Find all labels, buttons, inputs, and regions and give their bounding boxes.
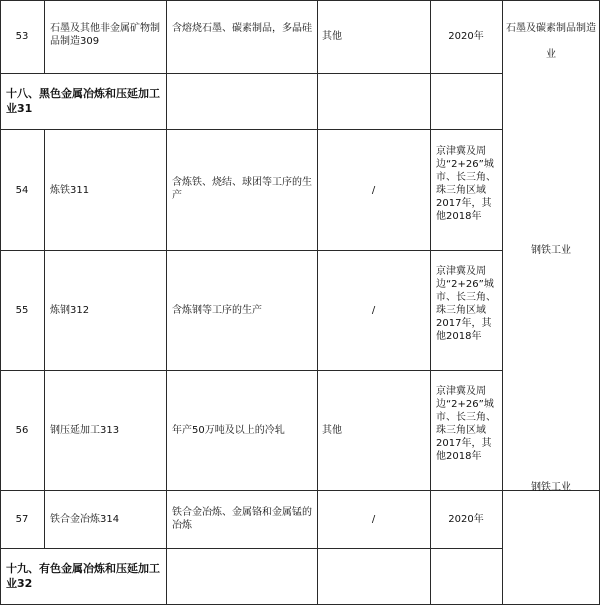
industry-steel-lower: 钢铁工业: [531, 482, 571, 493]
row-57-name: 铁合金冶炼314: [50, 514, 120, 525]
row-border: [0, 370, 502, 371]
row-53-deadline: 2020年: [448, 31, 484, 42]
row-53-scope: 含熔烧石墨、碳素制品，多晶硅: [172, 23, 312, 34]
row-55-standard: /: [371, 305, 376, 316]
row-56-scope: 年产50万吨及以上的冷轧: [172, 425, 285, 436]
industry-graphite: 石墨及碳素制品制造业: [506, 23, 596, 60]
row-border: [0, 548, 502, 549]
row-54-deadline: 京津冀及周边“2+26”城市、长三角、珠三角区域2017年，其他2018年: [436, 146, 496, 222]
row-57-number: 57: [15, 514, 29, 525]
row-56-number: 56: [15, 425, 29, 436]
industry-steel-upper: 钢铁工业: [531, 245, 571, 256]
row-57-deadline: 2020年: [448, 514, 484, 525]
row-border: [0, 0, 600, 1]
row-57-scope: 铁合金冶炼、金属铬和金属锰的冶炼: [172, 507, 312, 531]
row-border: [0, 129, 502, 130]
col-border: [44, 129, 45, 549]
col-border: [502, 0, 503, 605]
row-border: [0, 250, 502, 251]
row-56-name: 钢压延加工313: [50, 425, 120, 436]
row-55-scope: 含炼钢等工序的生产: [172, 305, 262, 316]
col-border: [166, 0, 167, 605]
row-53-name: 石墨及其他非金属矿物制品制造309: [50, 23, 160, 47]
col-border: [44, 0, 45, 74]
section-18-heading: 十八、黑色金属冶炼和压延加工业31: [6, 87, 160, 115]
row-54-name: 炼铁311: [50, 185, 90, 196]
row-54-scope: 含炼铁、烧结、球团等工序的生产: [172, 177, 312, 201]
row-54-number: 54: [15, 185, 29, 196]
row-56-deadline: 京津冀及周边“2+26”城市、长三角、珠三角区域2017年，其他2018年: [436, 386, 496, 462]
row-55-deadline: 京津冀及周边“2+26”城市、长三角、珠三角区域2017年，其他2018年: [436, 266, 496, 342]
row-54-standard: /: [371, 185, 376, 196]
row-56-standard: 其他: [322, 425, 342, 436]
row-border: [0, 73, 502, 74]
row-53-number: 53: [15, 31, 29, 42]
row-55-number: 55: [15, 305, 29, 316]
section-19-heading: 十九、有色金属冶炼和压延加工业32: [6, 562, 160, 590]
row-57-standard: /: [371, 514, 376, 525]
row-53-standard: 其他: [322, 31, 342, 42]
row-55-name: 炼钢312: [50, 305, 90, 316]
